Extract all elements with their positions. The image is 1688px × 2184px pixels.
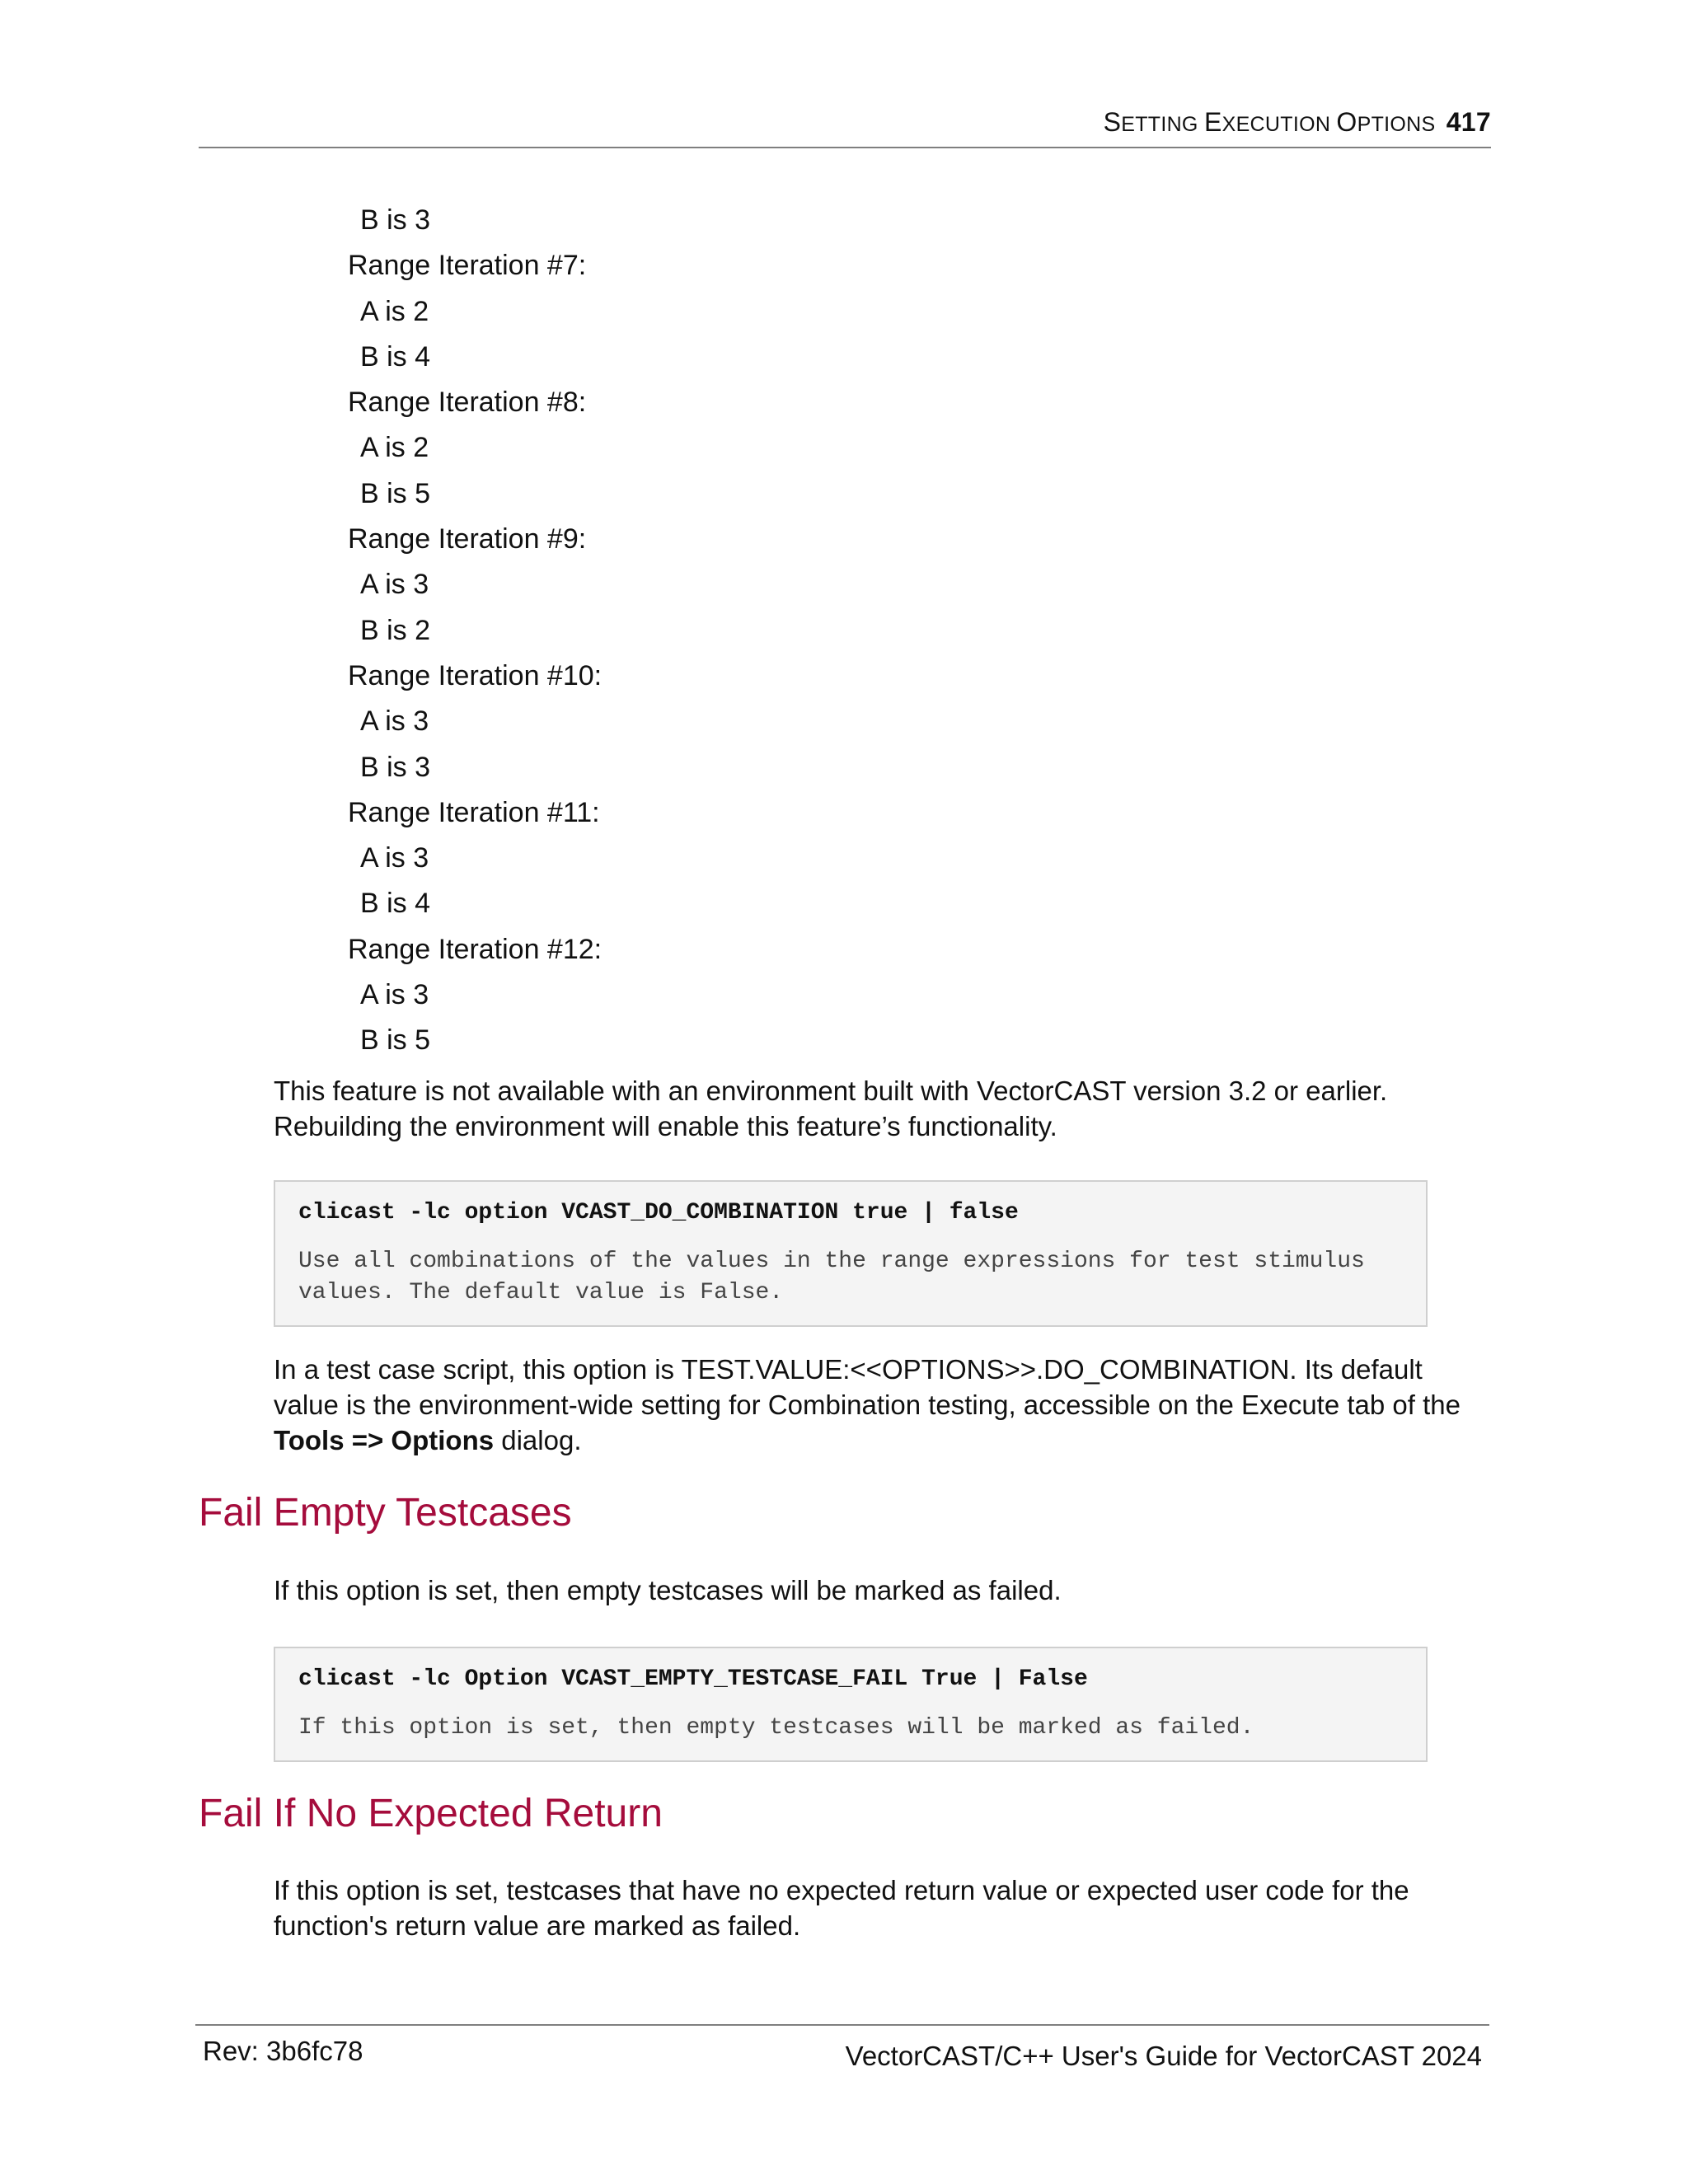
- iteration-heading: Range Iteration #7:: [348, 250, 587, 282]
- iteration-heading: Range Iteration #11:: [348, 796, 600, 828]
- iteration-value: B is 2: [360, 614, 431, 646]
- section-title-fail-if-no-expected-return: Fail If No Expected Return: [199, 1792, 663, 1835]
- range-iteration-list: [348, 202, 602, 1068]
- iteration-heading: Range Iteration #9:: [348, 523, 587, 555]
- paragraph-text: In a test case script, this option is TEST.VALUE:<<OPTIONS>>.DO_COMBINATION. Its default value is the environment-wide setting for Combination testing, accessible on the Execute tab of the: [274, 1354, 1461, 1420]
- footer-rule: [195, 2024, 1489, 2026]
- page-header: [199, 104, 1491, 148]
- code-block-do-combination: [274, 1180, 1428, 1327]
- code-description: If this option is set, then empty testcases will be marked as failed.: [298, 1715, 1254, 1741]
- revision-label: Rev: 3b6fc78: [203, 2036, 363, 2066]
- iteration-heading: Range Iteration #8:: [348, 387, 587, 419]
- header-initial: O: [1336, 107, 1357, 137]
- iteration-value: A is 3: [360, 842, 429, 874]
- page-number: 417: [1446, 107, 1491, 137]
- iteration-value: A is 2: [360, 295, 429, 327]
- iteration-value: A is 3: [360, 569, 429, 601]
- iteration-value: B is 5: [360, 477, 431, 509]
- iteration-heading: Range Iteration #10:: [348, 659, 603, 691]
- guide-title: VectorCAST/C++ User's Guide for VectorCAST 2024: [845, 2041, 1482, 2071]
- fail-empty-paragraph: If this option is set, then empty testcases will be marked as failed.: [274, 1575, 1062, 1605]
- script-option-paragraph: [274, 1352, 1461, 1458]
- compatibility-note: This feature is not available with an environment built with VectorCAST version 3.2 or earlier. Rebuilding the environment will enable this feature’s functionality.: [274, 1076, 1388, 1141]
- header-initial: S: [1103, 107, 1122, 137]
- header-word: XECUTION: [1221, 113, 1337, 136]
- iteration-value: A is 2: [360, 432, 429, 464]
- header-word: ETTING: [1121, 113, 1204, 136]
- code-description: Use all combinations of the values in the range expressions for test stimulus values. The default value is False.: [298, 1249, 1365, 1305]
- header-initial: E: [1203, 107, 1222, 137]
- paragraph-text: dialog.: [494, 1425, 582, 1455]
- code-command: clicast -lc Option VCAST_EMPTY_TESTCASE_FAIL True | False: [298, 1666, 1088, 1692]
- menu-path-bold: Tools => Options: [274, 1425, 495, 1455]
- section-title-fail-empty-testcases: Fail Empty Testcases: [199, 1491, 572, 1535]
- iteration-value: A is 3: [360, 979, 429, 1011]
- fail-no-return-paragraph: If this option is set, testcases that have no expected return value or expected user code for the function's return value are marked as failed.: [274, 1875, 1409, 1941]
- running-header-title: [1104, 107, 1491, 138]
- iteration-value: B is 5: [360, 1024, 431, 1057]
- iteration-value: B is 3: [360, 751, 431, 783]
- iteration-heading: Range Iteration #12:: [348, 933, 603, 965]
- iteration-value: B is 3: [360, 204, 431, 236]
- iteration-value: A is 3: [360, 705, 429, 738]
- header-word: PTIONS: [1357, 113, 1436, 136]
- code-command: clicast -lc option VCAST_DO_COMBINATION true | false: [298, 1200, 1019, 1226]
- code-block-empty-testcase-fail: [274, 1647, 1428, 1762]
- iteration-value: B is 4: [360, 888, 431, 920]
- iteration-value: B is 4: [360, 340, 431, 373]
